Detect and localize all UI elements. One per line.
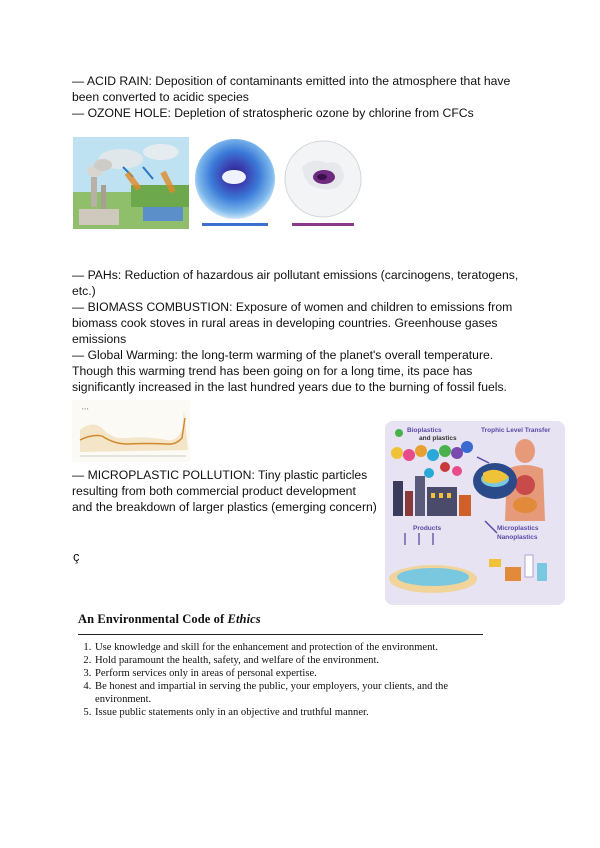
infographic-label-microplastics: Microplastics — [497, 525, 539, 532]
middle-paragraph — [72, 267, 528, 395]
infographic-label-bioplastics: Bioplastics — [407, 427, 442, 434]
title-divider — [78, 634, 483, 635]
ozone-hole-text: — OZONE HOLE: Depletion of stratospheric ozone by chlorine from CFCs — [72, 106, 474, 120]
top-paragraph — [72, 73, 532, 121]
microplastics-infographic-image — [385, 421, 565, 605]
acid-rain-diagram-image — [73, 137, 189, 229]
temperature-trend-image — [72, 400, 190, 462]
infographic-label-nanoplastics: Nanoplastics — [497, 534, 538, 541]
code-of-ethics-excerpt — [78, 612, 498, 719]
code-of-ethics-list — [78, 641, 498, 719]
microplastic-paragraph — [72, 467, 377, 515]
code-item: 3. Perform services only in areas of personal expertise. — [94, 667, 498, 680]
acid-rain-text: — ACID RAIN: Deposition of contaminants emitted into the atmosphere that have been converted to acidic species — [72, 74, 511, 104]
microplastic-text: — MICROPLASTIC POLLUTION: Tiny plastic particles resulting from both commercial product development and the breakdown of larger plastics (emerging concern) — [72, 468, 377, 514]
infographic-label-trophic: Trophic Level Transfer — [481, 427, 551, 434]
pahs-text: — PAHs: Reduction of hazardous air pollutant emissions (carcinogens, teratogens, etc.) — [72, 268, 519, 298]
code-item: 2. Hold paramount the health, safety, and welfare of the environment. — [94, 654, 498, 667]
code-of-ethics-title — [78, 612, 498, 627]
code-item: 5. Issue public statements only in an objective and truthful manner. — [94, 706, 498, 719]
code-item: 4. Be honest and impartial in serving the public, your employers, your clients, and the environment. — [94, 680, 498, 706]
biomass-combustion-text: — BIOMASS COMBUSTION: Exposure of women and children to emissions from biomass cook stoves in rural areas in developing countries. Greenhouse gases emissions — [72, 300, 513, 346]
ozone-hole-map-blue-image — [190, 137, 280, 229]
code-title-italic: Ethics — [227, 612, 261, 626]
infographic-label-and-plastics: and plastics — [419, 435, 457, 442]
ozone-hole-map-purple-image — [282, 137, 364, 229]
code-item: 1. Use knowledge and skill for the enhancement and protection of the environment. — [94, 641, 498, 654]
infographic-label-products: Products — [413, 525, 442, 532]
code-title-plain: An Environmental Code of — [78, 612, 228, 626]
svg-text:▪ ▪ ▪: ▪ ▪ ▪ — [82, 406, 89, 411]
stray-glyph: ç — [73, 549, 80, 564]
global-warming-text: — Global Warming: the long-term warming of the planet's overall temperature. Though this warming trend has been going on for a long time, its pace has significantly increased in the last hundred years due to the burning of fossil fuels. — [72, 348, 507, 394]
